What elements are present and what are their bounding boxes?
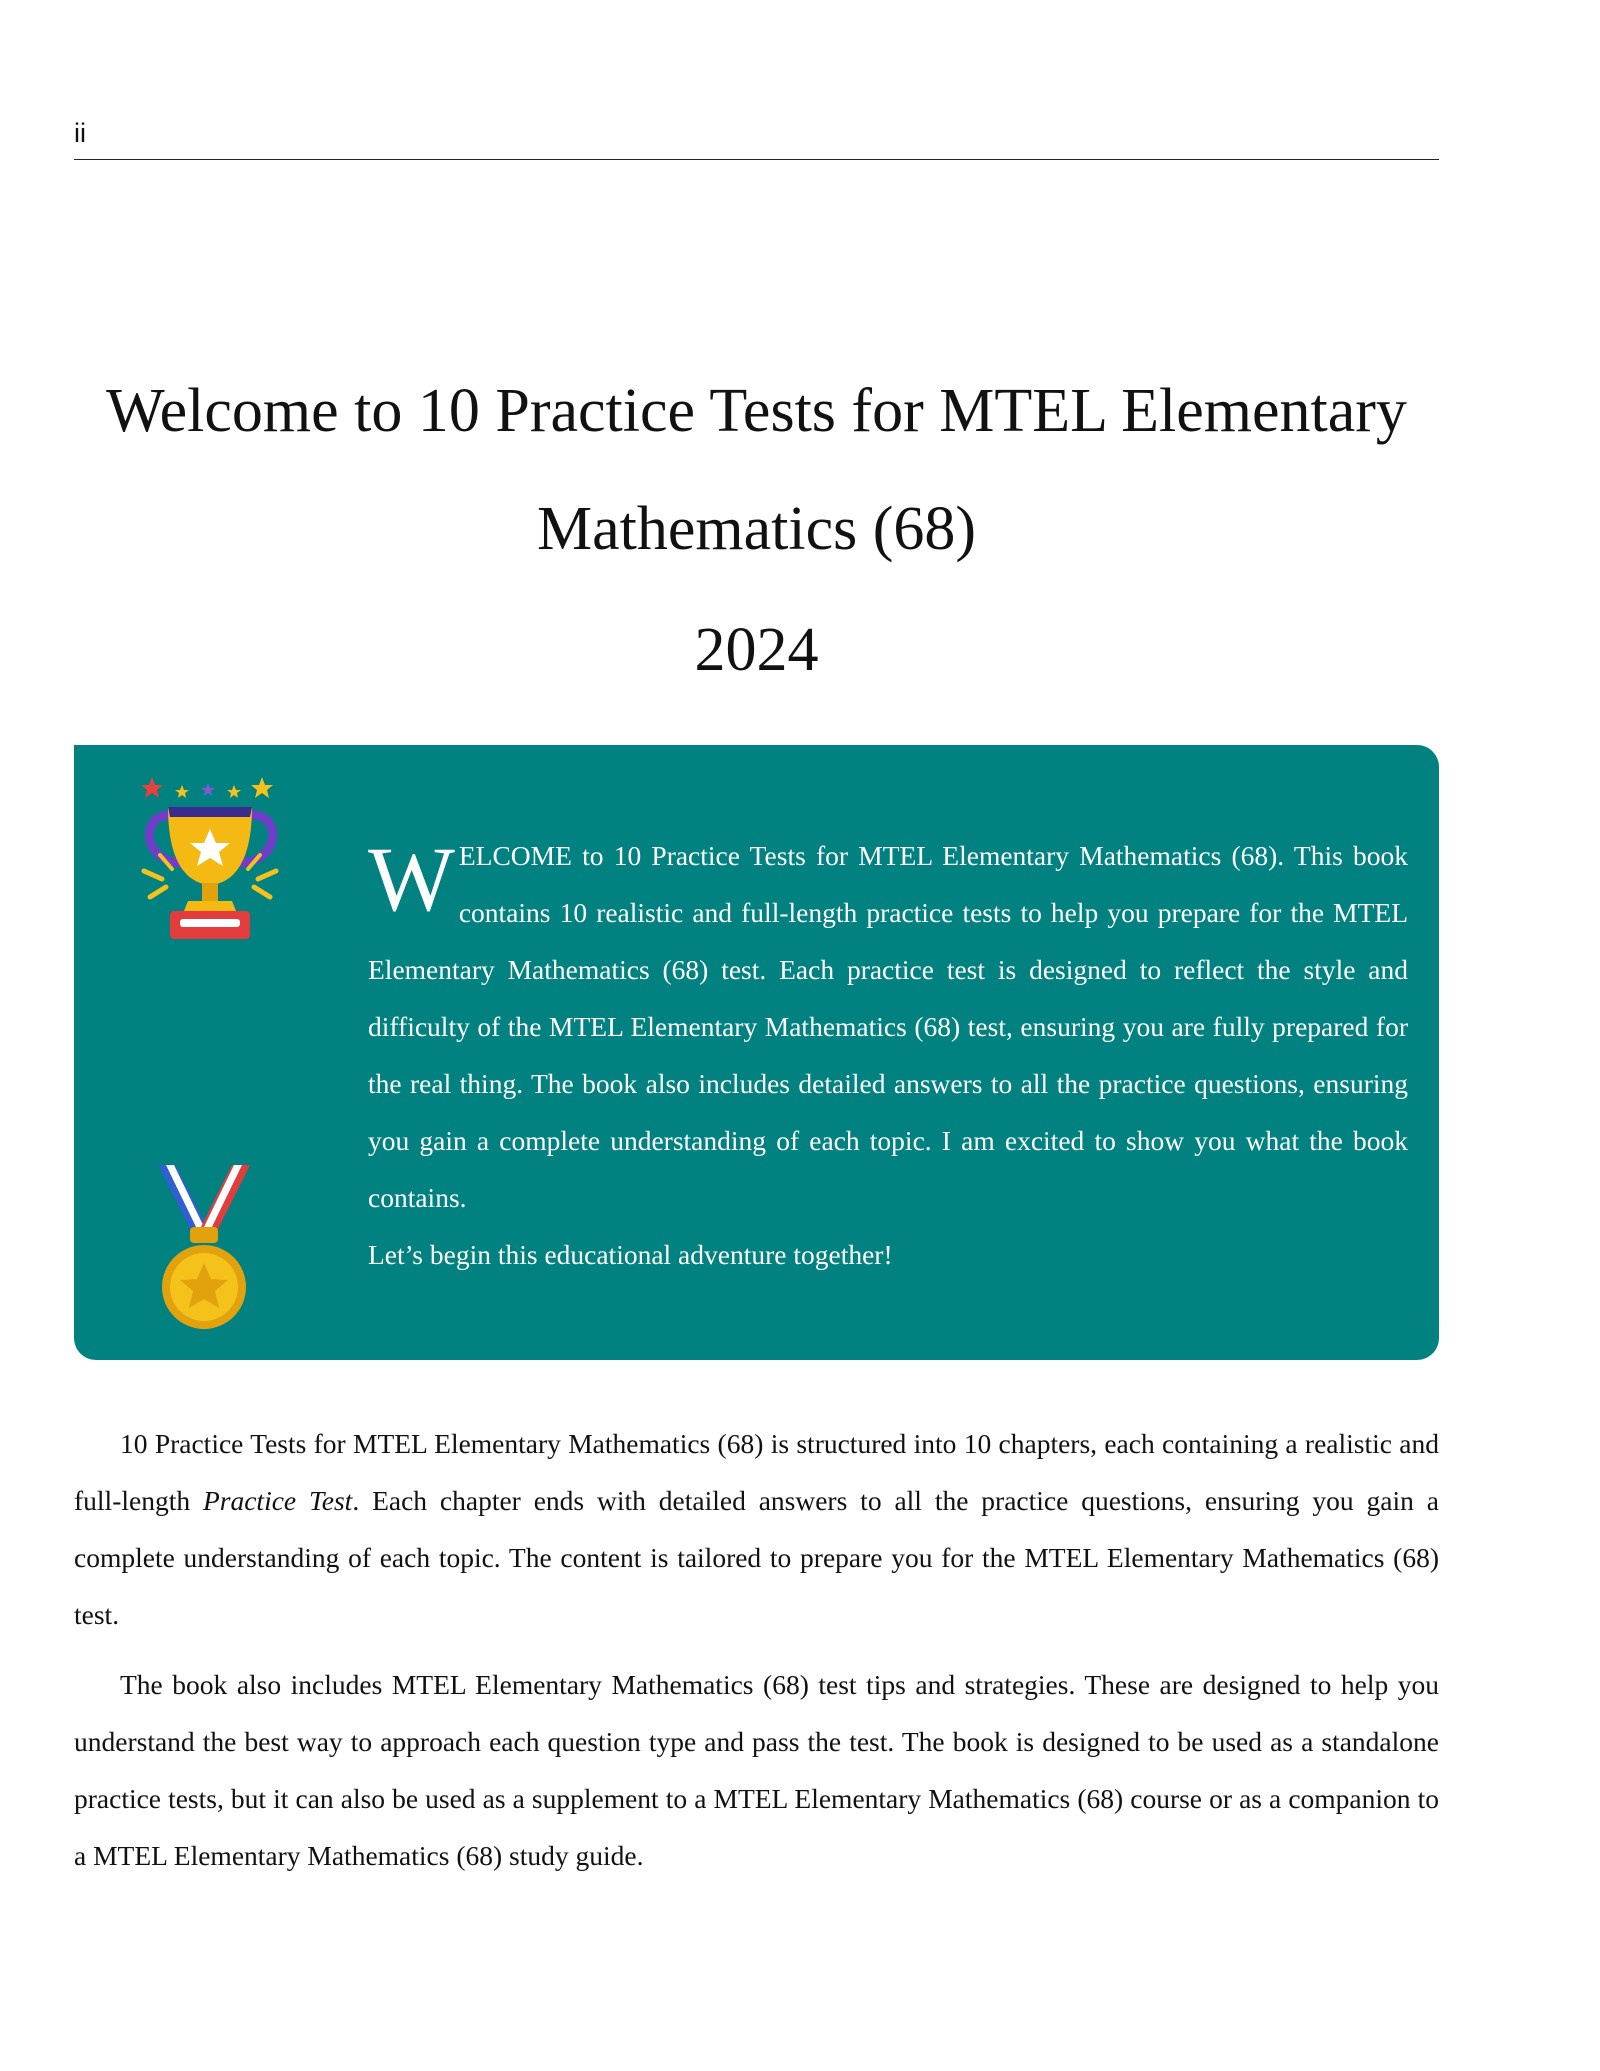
practice-test-emphasis: Practice Test — [202, 1485, 353, 1516]
body-text — [74, 1415, 1439, 1897]
header-rule — [74, 159, 1439, 160]
welcome-box — [74, 745, 1439, 1360]
title-year: 2024 — [694, 616, 819, 684]
body-paragraph-2: The book also includes MTEL Elementary Mathematics (68) test tips and strategies. These are designed to help you understand the best way to approach each question type and pass the test. The book is designed to be used as a standalone practice tests, but it can also be used as a supplement to a MTEL Elementary Mathematics (68) course or as a companion to a MTEL Elementary Mathematics (68) study guide. — [74, 1669, 1439, 1871]
dropcap-letter: W — [368, 828, 455, 930]
medal-icon — [154, 1165, 254, 1330]
body-paragraph-1 — [74, 1415, 1439, 1643]
welcome-text — [368, 827, 1408, 1283]
welcome-closing: Let’s begin this educational adventure together! — [368, 1239, 893, 1270]
paragraph-1-text-end: . Each chapter ends with detailed answers to all the practice questions, ensuring you gain a complete understanding of each topic. The content is tailored to prepare you for the MTEL Elementary Mathematics (68) test. — [74, 1485, 1439, 1630]
page-number: ii — [74, 118, 86, 148]
paragraph-1-text: 10 Practice Tests for MTEL Elementary Mathematics (68) is structured into 10 chapters, each containing a realistic and full-length — [74, 1428, 1439, 1516]
welcome-lead: ELCOME to 10 Practice Tests for MTEL Elementary Mathematics (68). This book contains 10 realistic and full-length practice tests to help you prepare for the MTEL Elementary Mathematics (68) test. Each practice test is designed to reflect the style and difficulty of the MTEL Elementary Mathematics (68) test, ensuring you are fully prepared for the real thing. The book also includes detailed answers to all the practice questions, ensuring you gain a complete understanding of each topic. I am excited to show you what the book contains. — [368, 840, 1408, 1213]
page-title: Welcome to 10 Practice Tests for MTEL Elementary Mathematics (68) — [106, 377, 1407, 563]
trophy-icon — [130, 775, 290, 940]
